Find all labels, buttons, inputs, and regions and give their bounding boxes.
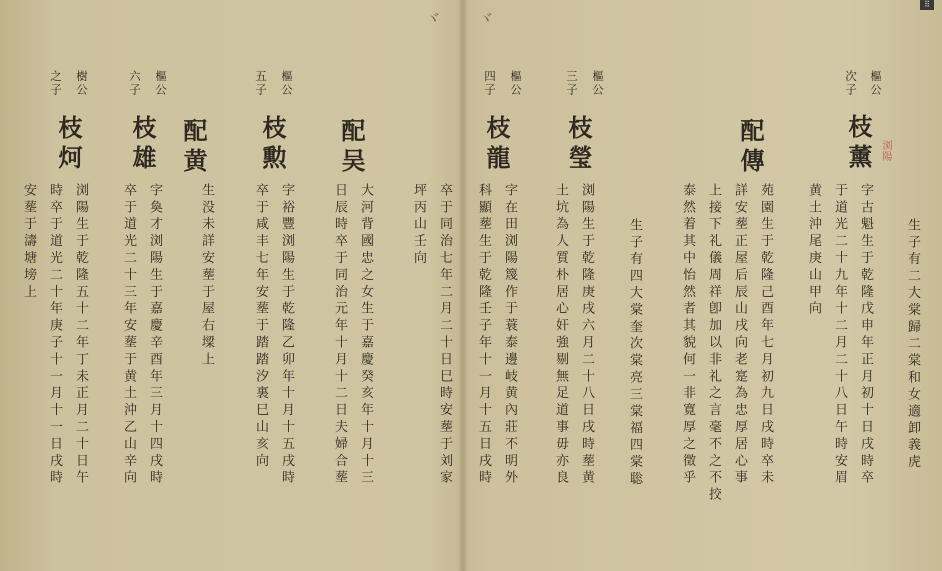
left-page-mark: ヾ: [425, 9, 442, 28]
son5-text-2: 卒于咸丰七年安塟于踏踏汐裏巳山亥向: [253, 183, 268, 471]
spouse-1-text-3: 上接下礼儀周祥卽加以非礼之言毫不之不挍: [706, 183, 721, 505]
spouse-1-text-2: 詳安塟正屋后辰山戌向老寔為忠厚居心事: [732, 183, 747, 488]
right-page-mark: ヾ: [478, 9, 495, 28]
son2-text-2: 于道光二十九年十二月二十八日午時安眉: [832, 183, 847, 488]
son4-text-2: 科顯塟生于乾隆壬子年十一月十五日戌時: [476, 183, 491, 488]
red-seal-stamp: 浏陽: [880, 140, 891, 162]
spouse-2-text-1: 大河背國忠之女生于嘉慶癸亥年十月十三: [358, 183, 373, 488]
son3-text-2: 土坑為人質朴居心奸強剔無足道事毋亦良: [553, 183, 568, 488]
spouse-1-text-4: 泰然着其中怡然者其貌何一非寛厚之徵乎: [680, 183, 695, 488]
son7-label-2: 之子: [49, 70, 63, 97]
son6-label-2: 六子: [128, 70, 142, 97]
son2-text-3: 黄土沖尾庚山甲向: [806, 183, 821, 319]
spouse-3-title: 配黄: [179, 118, 208, 178]
son7-text-2: 時卒于道光二十年庚子十一月十一日戌時: [47, 183, 62, 488]
spouse-2-title: 配吴: [337, 118, 366, 178]
spouse-1-title: 配傳: [736, 118, 765, 178]
son6-name: 枝雄: [128, 115, 157, 175]
son4-name: 枝龍: [482, 115, 511, 175]
spouse-3-text-1: 生没未詳安塟于屋右墚上: [199, 183, 214, 369]
son5-name: 枝勲: [258, 115, 287, 175]
book-fold: [458, 0, 468, 571]
son2-text-1: 字古魁生于乾隆戊申年正月初十日戌時卒: [858, 183, 873, 488]
son7-label-1: 樹公: [75, 70, 89, 97]
son2-label-2: 次子: [844, 70, 858, 97]
spouse-1-text-1: 苑園生于乾隆己酉年七月初九日戌時卒未: [758, 183, 773, 488]
sons-summary: 生子有四大棠奎次棠亮三棠福四棠聡: [627, 218, 642, 489]
son2-label-1: 樞公: [869, 70, 883, 97]
son5-label-1: 樞公: [280, 70, 294, 97]
son6-text-1: 字奐才浏陽生于嘉慶辛酉年三月十四戌時: [147, 183, 162, 488]
son6-text-2: 卒于道光二十三年安塟于黄土沖乙山辛向: [121, 183, 136, 488]
son7-name: 枝炣: [54, 115, 83, 175]
son3-label-1: 樞公: [591, 70, 605, 97]
son4-text-1: 字在田浏陽篾作于蓑泰邊岐黄內莊不明外: [502, 183, 517, 488]
son4-label-1: 樞公: [509, 70, 523, 97]
son5-text-1: 字裕豐浏陽生于乾隆乙卯年十月十五戌時: [279, 183, 294, 488]
son4-label-2: 四子: [483, 70, 497, 97]
son2-name: 枝薰: [844, 114, 873, 174]
son4-cont-1: 卒于同治七年二月二十日巳時安塟于刘家: [437, 183, 452, 488]
son3-label-2: 三子: [565, 70, 579, 97]
son7-text-3: 安塟于濤塘塝上: [21, 183, 36, 302]
son7-text-1: 浏陽生于乾隆五十二年丁未正月二十日午: [73, 183, 88, 488]
son3-text-1: 浏陽生于乾隆庚戌六月二十八日戌時塟黄: [579, 183, 594, 488]
grip-icon[interactable]: ⠿: [920, 0, 934, 10]
spouse-2-text-2: 日辰時卒于同治元年十月十二日夫婦合塟: [332, 183, 347, 488]
intro-column: 生子有二大棠歸二棠和女適卸義虎: [905, 218, 920, 472]
son6-label-1: 樞公: [154, 70, 168, 97]
son3-name: 枝瑩: [564, 115, 593, 175]
son4-cont-2: 坪丙山壬向: [411, 183, 426, 268]
son5-label-2: 五子: [254, 70, 268, 97]
